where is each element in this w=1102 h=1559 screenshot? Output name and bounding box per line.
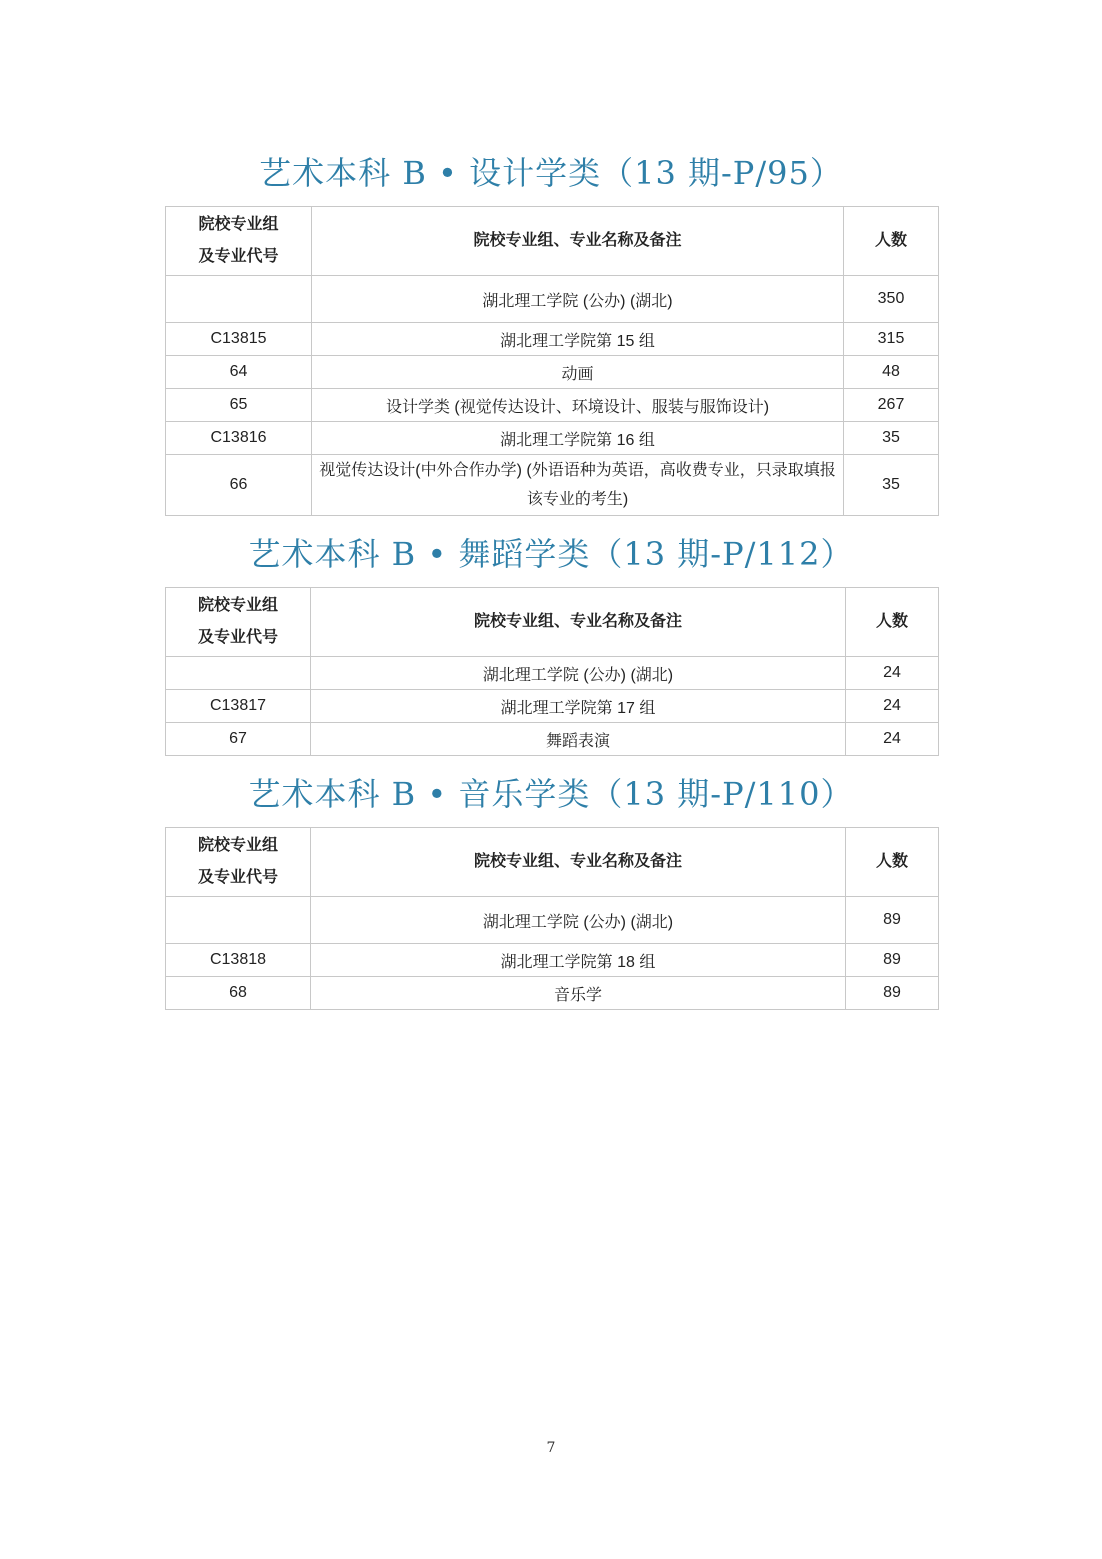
header-code [166, 588, 311, 657]
cell-name: 湖北理工学院第 17 组 [311, 690, 846, 723]
cell-code: C13816 [166, 422, 312, 455]
header-code-line-2: 及专业代号 [197, 869, 278, 886]
header-code [166, 207, 312, 276]
admission-table-dance [165, 587, 939, 756]
table-row [166, 690, 939, 723]
cell-name: 湖北理工学院第 15 组 [312, 323, 844, 356]
section-title-dance: 艺术本科 B • 舞蹈学类（13 期-P/112） [248, 535, 854, 573]
cell-code: 66 [166, 455, 312, 516]
cell-count: 48 [844, 356, 939, 389]
header-code [166, 828, 311, 897]
cell-count: 89 [846, 977, 939, 1010]
table-header-row [166, 207, 939, 276]
section-title-design: 艺术本科 B • 设计学类（13 期-P/95） [259, 154, 843, 192]
table-row [166, 977, 939, 1010]
cell-name: 舞蹈表演 [311, 723, 846, 756]
cell-count: 35 [844, 455, 939, 516]
table-row [166, 897, 939, 944]
admission-table-music [165, 827, 939, 1010]
cell-code: C13818 [166, 944, 311, 977]
table-row [166, 276, 939, 323]
header-count: 人数 [846, 588, 939, 657]
table-row [166, 455, 939, 516]
cell-name: 动画 [312, 356, 844, 389]
header-name: 院校专业组、专业名称及备注 [312, 207, 844, 276]
cell-code: C13817 [166, 690, 311, 723]
cell-name: 湖北理工学院第 16 组 [312, 422, 844, 455]
cell-count: 24 [846, 690, 939, 723]
cell-code [166, 657, 311, 690]
table-row [166, 356, 939, 389]
table-header-row [166, 588, 939, 657]
cell-count: 89 [846, 944, 939, 977]
table-row [166, 723, 939, 756]
admission-table-design [165, 206, 939, 516]
cell-count: 24 [846, 657, 939, 690]
header-code-line-1: 院校专业组 [197, 597, 278, 614]
table-row [166, 657, 939, 690]
cell-code: 67 [166, 723, 311, 756]
cell-name: 音乐学 [311, 977, 846, 1010]
cell-code: C13815 [166, 323, 312, 356]
cell-code [166, 897, 311, 944]
cell-name: 湖北理工学院 (公办) (湖北) [311, 897, 846, 944]
table-row [166, 944, 939, 977]
cell-code: 65 [166, 389, 312, 422]
table-row [166, 323, 939, 356]
cell-code [166, 276, 312, 323]
header-name: 院校专业组、专业名称及备注 [311, 588, 846, 657]
cell-name: 湖北理工学院 (公办) (湖北) [311, 657, 846, 690]
cell-name: 湖北理工学院第 18 组 [311, 944, 846, 977]
table-row [166, 389, 939, 422]
header-count: 人数 [846, 828, 939, 897]
page-number: 7 [546, 1440, 556, 1456]
header-code-line-1: 院校专业组 [197, 837, 278, 854]
cell-count: 89 [846, 897, 939, 944]
cell-name: 设计学类 (视觉传达设计、环境设计、服装与服饰设计) [312, 389, 844, 422]
header-name: 院校专业组、专业名称及备注 [311, 828, 846, 897]
cell-name: 视觉传达设计(中外合作办学) (外语语种为英语，高收费专业，只录取填报该专业的考生) [312, 455, 844, 516]
table-header-row [166, 828, 939, 897]
cell-count: 267 [844, 389, 939, 422]
cell-count: 24 [846, 723, 939, 756]
cell-count: 35 [844, 422, 939, 455]
cell-count: 315 [844, 323, 939, 356]
cell-code: 68 [166, 977, 311, 1010]
header-count: 人数 [844, 207, 939, 276]
table-row [166, 422, 939, 455]
cell-name: 湖北理工学院 (公办) (湖北) [312, 276, 844, 323]
cell-count: 350 [844, 276, 939, 323]
header-code-line-1: 院校专业组 [198, 216, 279, 233]
cell-code: 64 [166, 356, 312, 389]
header-code-line-2: 及专业代号 [198, 248, 279, 265]
header-code-line-2: 及专业代号 [197, 629, 278, 646]
section-title-music: 艺术本科 B • 音乐学类（13 期-P/110） [248, 775, 854, 813]
